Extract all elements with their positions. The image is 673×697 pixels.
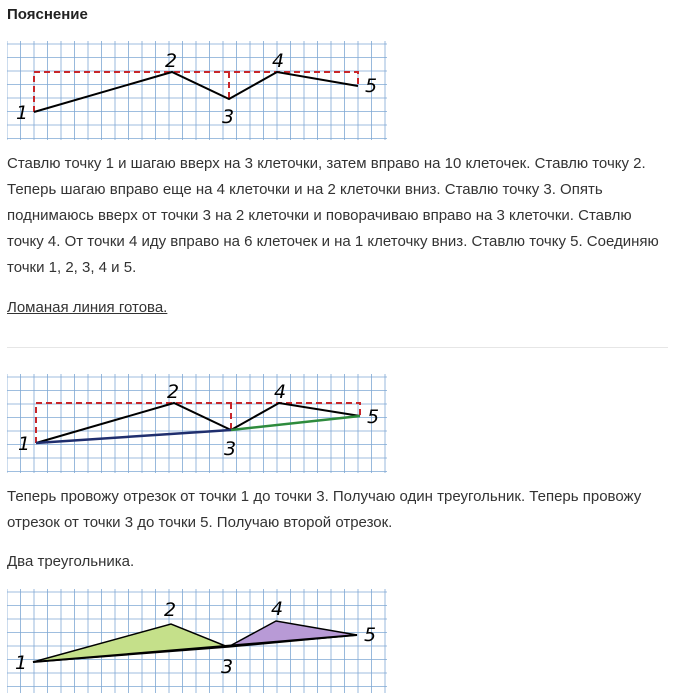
point-label-2: 2: [165, 50, 178, 72]
point-label-2: 2: [167, 381, 180, 403]
triangle-3-4-5: [228, 621, 357, 647]
point-label-3: 3: [224, 438, 237, 460]
grid: [7, 41, 387, 140]
grid: [7, 374, 387, 473]
triangle-1-2-3: [33, 624, 228, 662]
point-label-1: 1: [15, 652, 28, 674]
section-divider: [7, 347, 668, 348]
paragraph-steps: Ставлю точку 1 и шагаю вверх на 3 клеточки, затем вправо на 10 клеточек. Ставлю точку 2. Теперь шагаю вправо еще на 4 клеточки и на 2 клеточки вниз. Ставлю точку 3. Опять поднимаюсь вверх от точки 3 на 2 клеточки и поворачиваю вправо на 3 клеточки. Ставлю точку 4. От точки 4 иду вправо на 6 клеточек и на 1 клеточку вниз. Ставлю точку 5. Соединяю точки 1, 2, 3, 4 и 5.: [7, 155, 659, 276]
point-label-4: 4: [271, 598, 284, 620]
paragraph-segments: Теперь провожу отрезок от точки 1 до точки 3. Получаю один треугольник. Теперь провожу отрезок от точки 3 до точки 5. Получаю второй отрезок.: [7, 488, 642, 531]
point-label-5: 5: [367, 406, 380, 428]
ready-text: Ломаная линия готова.: [7, 299, 168, 316]
two-triangles-text: Два треугольника.: [7, 553, 135, 570]
point-label-2: 2: [164, 599, 177, 621]
point-label-3: 3: [222, 106, 235, 128]
point-label-4: 4: [272, 50, 285, 72]
segment-1-3: [36, 430, 231, 443]
broken-line: [36, 403, 360, 443]
point-label-1: 1: [16, 102, 29, 124]
point-label-1: 1: [18, 433, 31, 455]
figure-polyline: [7, 41, 387, 140]
figure-triangles: [7, 589, 387, 693]
figure-segments: [7, 374, 387, 473]
point-label-4: 4: [274, 381, 287, 403]
explanation-heading: Пояснение: [7, 6, 88, 23]
point-label-3: 3: [221, 656, 234, 678]
point-label-5: 5: [365, 75, 378, 97]
point-label-5: 5: [364, 624, 377, 646]
